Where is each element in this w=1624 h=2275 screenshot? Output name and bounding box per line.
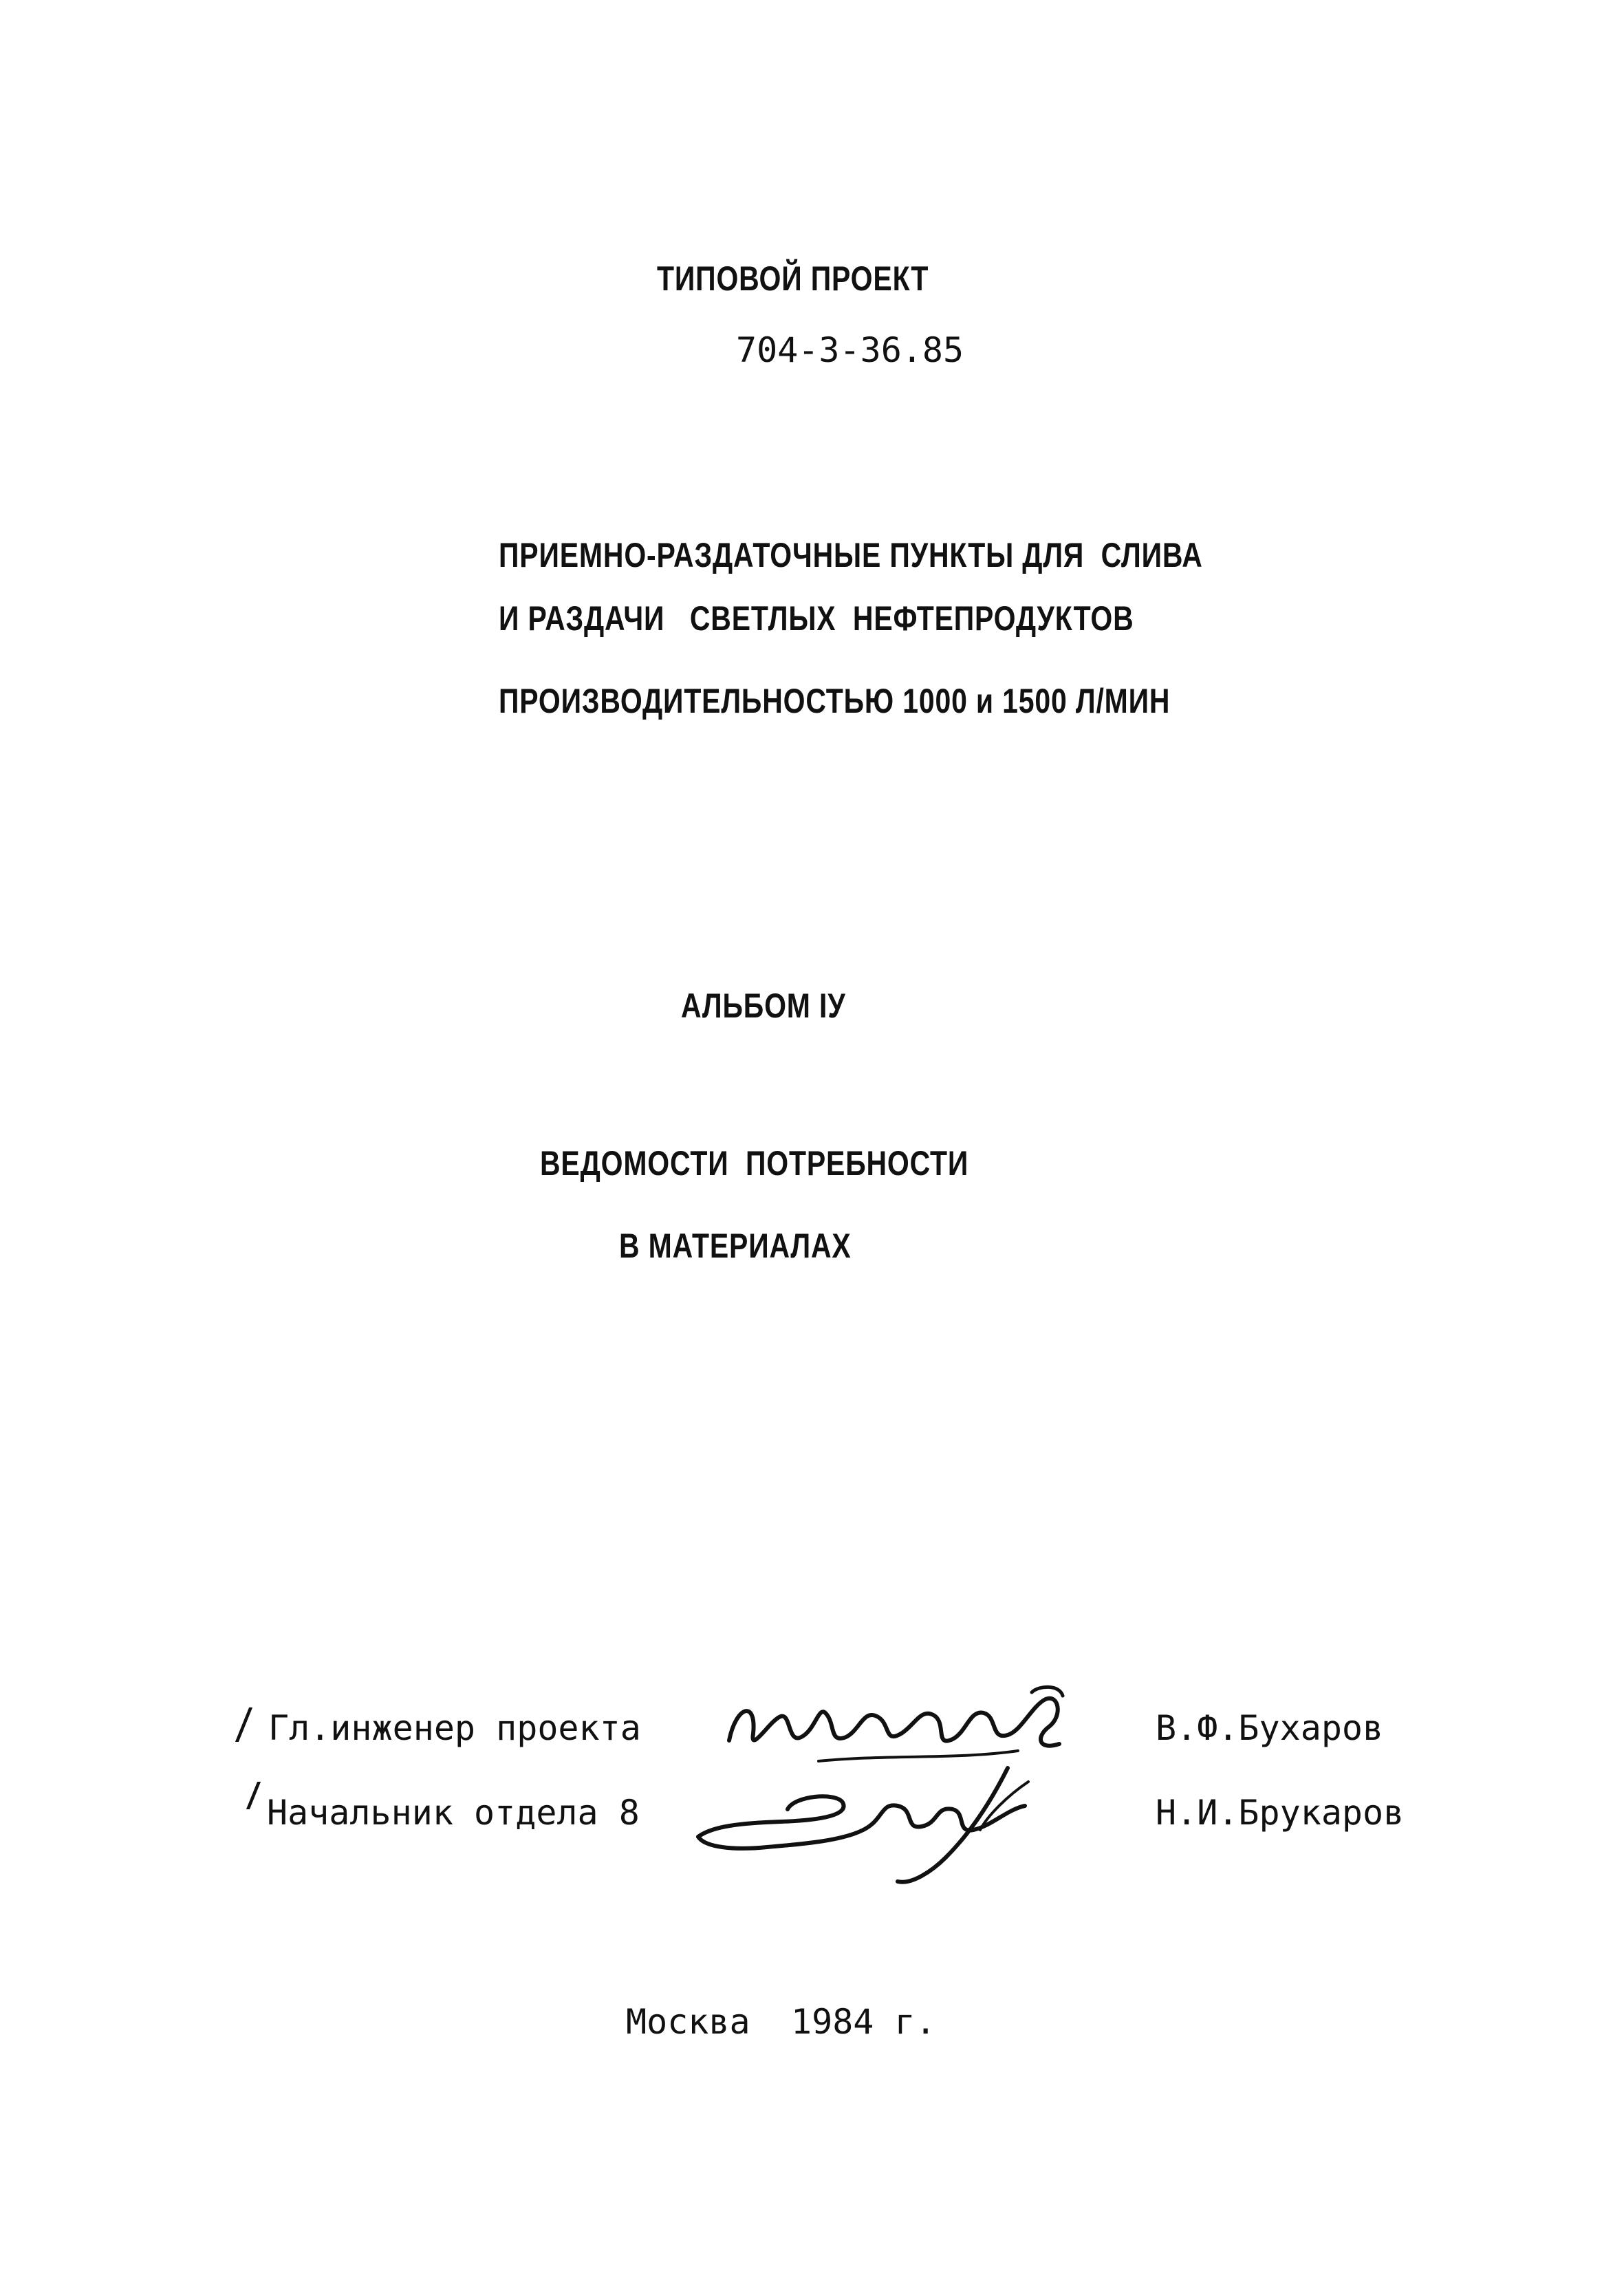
- project-type: ТИПОВОЙ ПРОЕКТ: [657, 259, 929, 298]
- title-line-1: ПРИЕМНО-РАЗДАТОЧНЫЕ ПУНКТЫ ДЛЯ СЛИВА: [499, 536, 1203, 574]
- margin-mark: [235, 1707, 252, 1742]
- name-chief-engineer: В.Ф.Бухаров: [1156, 1708, 1384, 1748]
- footer-year: 1984 г.: [791, 2002, 936, 2042]
- album-label: АЛЬБОМ IУ: [681, 986, 846, 1025]
- footer-city: Москва: [626, 2002, 750, 2042]
- title-line-2: И РАЗДАЧИ СВЕТЛЫХ НЕФТЕПРОДУКТОВ: [499, 599, 1134, 638]
- subtitle-line-1: ВЕДОМОСТИ ПОТРЕБНОСТИ: [540, 1144, 969, 1183]
- name-department-head: Н.И.Брукаров: [1156, 1793, 1405, 1833]
- role-chief-engineer: Гл.инженер проекта: [268, 1708, 641, 1748]
- role-department-head: Начальник отдела 8: [267, 1793, 640, 1833]
- margin-mark: [246, 1782, 261, 1809]
- title-line-3: ПРОИЗВОДИТЕЛЬНОСТЬЮ 1000 и 1500 Л/МИН: [499, 682, 1171, 720]
- signature-department-head: [684, 1754, 1097, 1892]
- project-number: 704-3-36.85: [736, 330, 964, 370]
- subtitle-line-2: В МАТЕРИАЛАХ: [619, 1227, 852, 1265]
